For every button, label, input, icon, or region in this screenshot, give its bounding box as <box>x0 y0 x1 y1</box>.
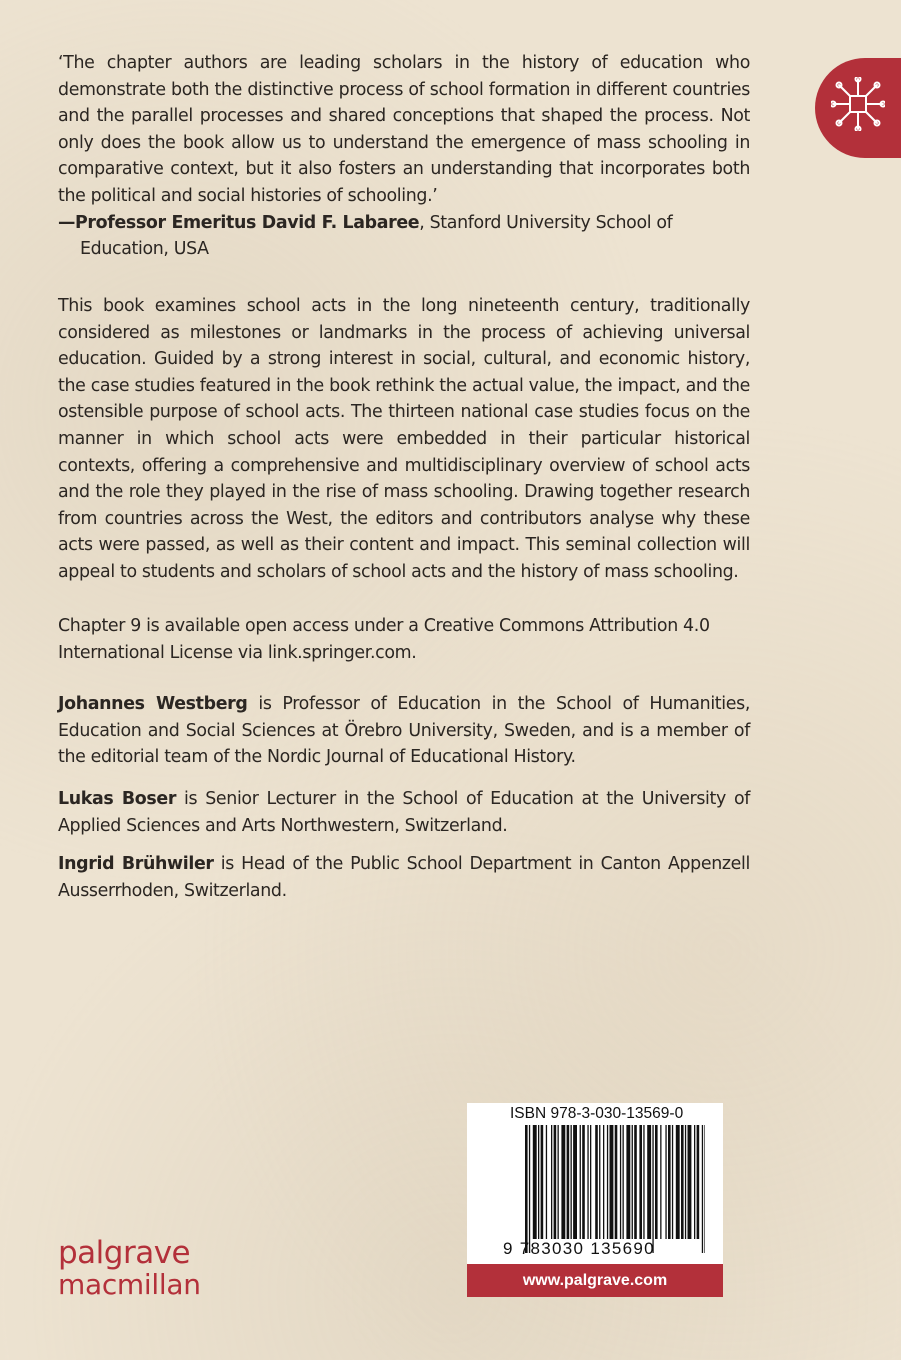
editor-name: Johannes Westberg <box>58 694 248 714</box>
quote-attribution <box>58 210 750 237</box>
editor-name: Lukas Boser <box>58 789 177 809</box>
publisher-logo <box>58 1236 201 1300</box>
editor-bio-text: is Professor of Education in the School of Humanities, Education and Social Sciences at Örebro University, Sweden, and is a member of the editorial team of the Nordic Journal of Educational History. <box>58 694 750 768</box>
editor-bio <box>58 691 750 771</box>
publisher-logo-line2: macmillan <box>58 1268 201 1301</box>
publisher-url: www.palgrave.com <box>467 1264 723 1297</box>
isbn-label: ISBN 978-3-030-13569-0 <box>510 1105 684 1122</box>
endorsement-quote <box>58 50 750 263</box>
barcode-icon <box>525 1125 705 1253</box>
editor-name: Ingrid Brühwiler <box>58 854 214 874</box>
editor-bio <box>58 851 750 904</box>
barcode-panel <box>467 1103 723 1264</box>
description-text: This book examines school acts in the long nineteenth century, traditionally considered as milestones or landmarks in the process of achieving universal education. Guided by a strong interest in social, cultural, and economic history, the case studies featured in the book rethink the actual value, the impact, and the ostensible purpose of school acts. The thirteen national case studies focus on the manner in which school acts were embedded in their particular historical contexts, offering a comprehensive and multidisciplinary overview of school acts and the role they played in the rise of mass schooling. Drawing together research from countries across the West, the editors and contributors analyse why these acts were passed, as well as their content and impact. This seminal collection will appeal to students and scholars of school acts and the history of mass schooling. <box>58 296 750 582</box>
barcode-digits: 9 783030 135690 <box>503 1239 655 1258</box>
attribution-name: —Professor Emeritus David F. Labaree <box>58 212 420 233</box>
open-access-text: Chapter 9 is available open access under a Creative Commons Attribution 4.0 International License via link.springer.com. <box>58 616 710 663</box>
open-access-notice <box>58 613 750 666</box>
attribution-affiliation: , Stanford University School of <box>419 212 673 233</box>
quote-text: ‘The chapter authors are leading scholars in the history of education who demonstrate both the distinctive process of school formation in different countries and the parallel processes and shared conceptions that shaped the process. Not only does the book allow us to understand the emergence of mass schooling in comparative context, but it also fosters an understanding that incorporates both the political and social histories of schooling.’ <box>58 53 750 206</box>
logo-badge <box>815 58 901 158</box>
attribution-affiliation-cont: Education, USA <box>80 239 209 260</box>
publisher-logo-line1: palgrave <box>58 1235 191 1271</box>
editor-bio-text: is Senior Lecturer in the School of Education at the University of Applied Sciences and Arts Northwestern, Switzerland. <box>58 789 751 836</box>
editor-bio <box>58 786 750 839</box>
editor-bio-text: is Head of the Public School Department in Canton Appenzell Ausserrhoden, Switzerland. <box>58 854 750 901</box>
book-description <box>58 293 750 586</box>
palgrave-star-icon <box>831 77 885 131</box>
